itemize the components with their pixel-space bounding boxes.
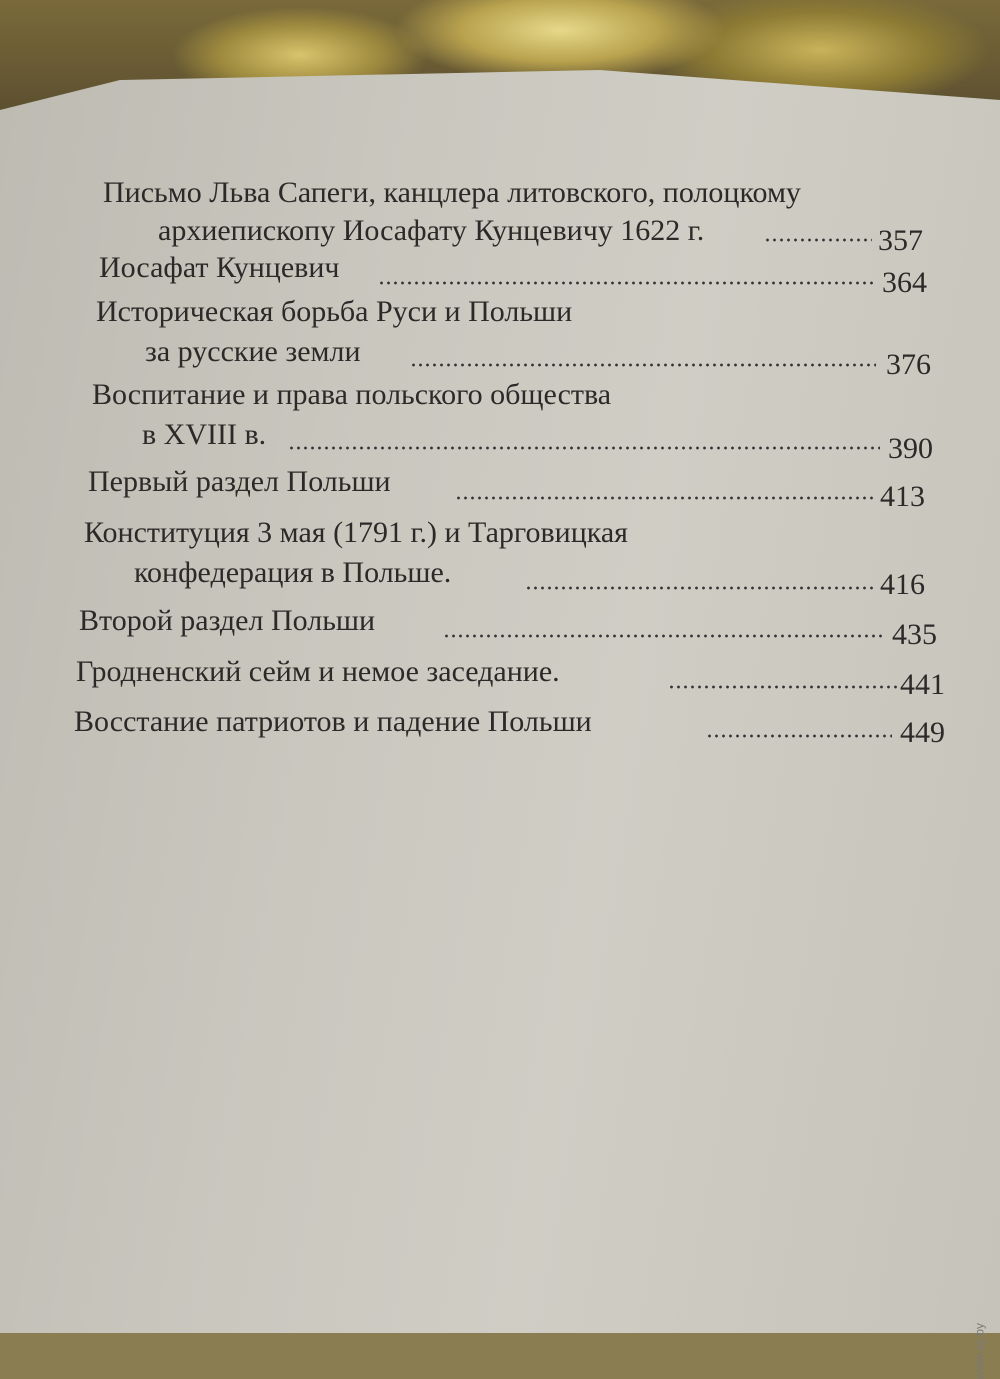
toc-page-number: 390 bbox=[888, 432, 933, 465]
toc-entry-title: Иосафат Кунцевич bbox=[99, 251, 340, 284]
toc-dot-leader bbox=[410, 363, 876, 367]
toc-dot-leader bbox=[525, 586, 877, 590]
toc-entry-title: Второй раздел Польши bbox=[79, 604, 376, 637]
toc-entry-title: Историческая борьба Руси и Польши bbox=[96, 295, 573, 328]
toc-dot-leader bbox=[764, 238, 872, 242]
toc-dot-leader bbox=[288, 446, 880, 450]
toc-dot-leader bbox=[443, 634, 883, 638]
toc-dot-leader bbox=[706, 734, 892, 738]
toc-page-number: 416 bbox=[880, 568, 925, 601]
toc-dot-leader bbox=[455, 496, 875, 500]
toc-entry-title: Первый раздел Польши bbox=[88, 465, 391, 498]
toc-dot-leader bbox=[668, 685, 898, 689]
toc-entry-title-continued: архиепископу Иосафату Кунцевичу 1622 г. bbox=[158, 214, 705, 247]
toc-dot-leader bbox=[378, 281, 874, 285]
toc-entry-title: Воспитание и права польского общества bbox=[92, 378, 612, 411]
watermark: www.ay.by bbox=[972, 1323, 986, 1379]
toc-page-number: 441 bbox=[900, 668, 945, 701]
toc-entry-title: Конституция 3 мая (1791 г.) и Тарговицкая bbox=[84, 516, 628, 549]
toc-page-number: 376 bbox=[886, 348, 931, 381]
toc-entry-title-continued: в XVIII в. bbox=[142, 418, 267, 451]
toc-page-number: 435 bbox=[892, 618, 937, 651]
toc-entry-title: Письмо Льва Сапеги, канцлера литовского, полоцкому bbox=[103, 176, 801, 209]
toc-page-number: 364 bbox=[882, 266, 927, 299]
toc-page-number: 449 bbox=[900, 716, 945, 749]
toc-entry-title-continued: конфедерация в Польше. bbox=[134, 556, 452, 589]
toc-entry-title: Гродненский сейм и немое заседание. bbox=[76, 655, 560, 688]
toc-page-number: 357 bbox=[878, 224, 923, 257]
toc-entry-title-continued: за русские земли bbox=[145, 335, 361, 368]
toc-page-number: 413 bbox=[880, 480, 925, 513]
toc-entry-title: Восстание патриотов и падение Польши bbox=[74, 705, 592, 738]
